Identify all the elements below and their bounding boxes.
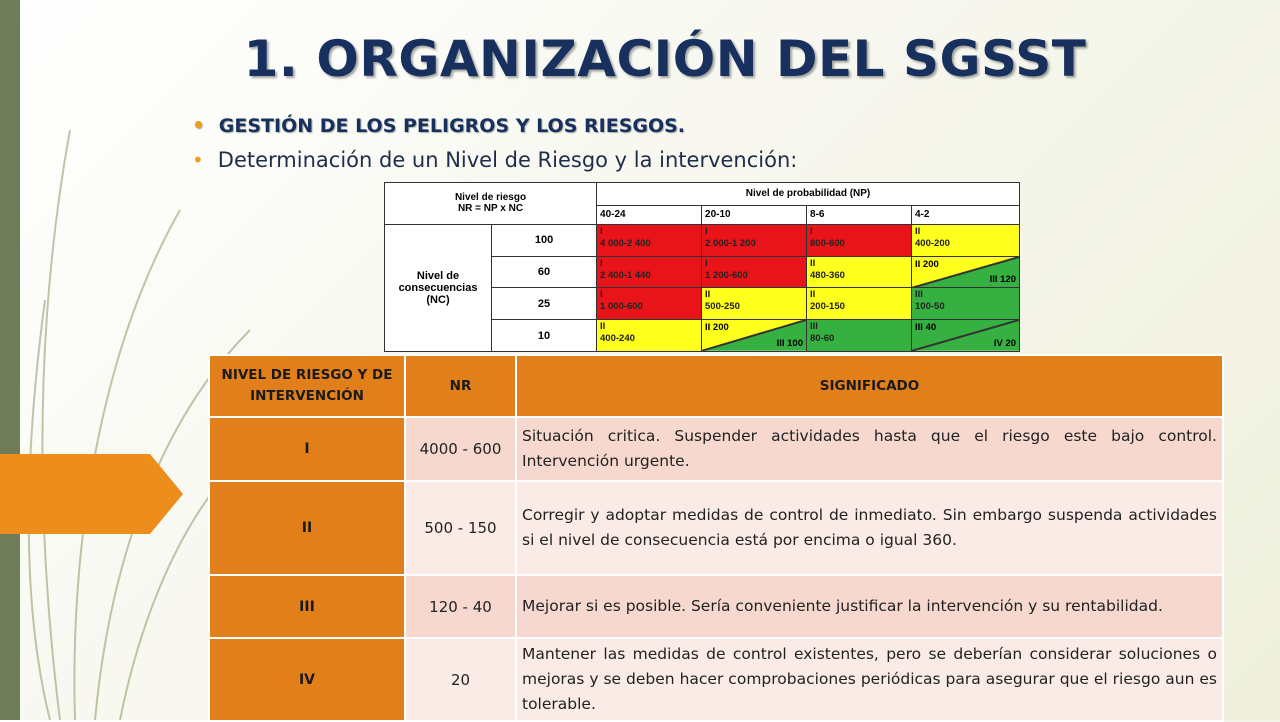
row-description: Mejorar si es posible. Sería conveniente justificar la intervención y su rentabilidad. — [516, 575, 1223, 638]
cell-level: I — [600, 225, 603, 237]
matrix-cell — [807, 320, 912, 352]
table-row — [209, 417, 1223, 481]
cell-range: 80-60 — [810, 333, 835, 345]
bullet-peligros — [192, 113, 685, 137]
nc-value: 60 — [492, 256, 597, 288]
split-bottom-label: III 120 — [989, 274, 1017, 286]
table-row — [209, 638, 1223, 721]
header-nr: NR — [405, 355, 516, 417]
cell-range: 480-360 — [810, 269, 845, 281]
cell-range: 1 200-600 — [705, 269, 748, 281]
split-bottom-label: IV 20 — [993, 338, 1017, 349]
matrix-cell — [912, 288, 1020, 320]
cell-level: I — [600, 289, 603, 301]
cell-range: 800-600 — [810, 237, 845, 249]
row-level: III — [209, 575, 405, 638]
nc-value: 25 — [492, 288, 597, 320]
cell-level: III — [915, 289, 923, 301]
bullet-dot-icon: • — [192, 113, 205, 137]
row-description: Corregir y adoptar medidas de control de inmediato. Sin embargo suspenda actividades si el nivel de consecuencia está por encima o igual 360. — [516, 481, 1223, 575]
nc-value: 100 — [492, 224, 597, 256]
orange-arrow-tab — [0, 454, 183, 534]
np-header: Nivel de probabilidad (NP) — [597, 183, 1020, 206]
header-significado: SIGNIFICADO — [516, 355, 1223, 417]
cell-range: 400-200 — [915, 237, 950, 249]
matrix-cell — [912, 224, 1020, 256]
matrix-cell — [702, 256, 807, 288]
nc-label — [385, 224, 492, 351]
row-description: Mantener las medidas de control existentes, pero se deberían considerar soluciones o mejoras y se deben hacer comprobaciones periódicas para asegurar que el riesgo aun es tolerable. — [516, 638, 1223, 721]
cell-level: III — [810, 321, 818, 333]
matrix-cell — [597, 320, 702, 352]
matrix-cell-split — [912, 256, 1020, 288]
split-bottom-label: III 100 — [776, 338, 804, 349]
nc-label-line3: (NC) — [426, 293, 450, 306]
split-top-label: II 200 — [915, 258, 939, 270]
matrix-cell — [807, 288, 912, 320]
cell-range: 2 400-1 440 — [600, 269, 651, 281]
matrix-cell — [702, 224, 807, 256]
cell-level: II — [705, 289, 711, 301]
table-row — [209, 481, 1223, 575]
matrix-cell — [807, 224, 912, 256]
row-level: II — [209, 481, 405, 575]
row-nr: 500 - 150 — [405, 481, 516, 575]
cell-range: 200-150 — [810, 301, 845, 313]
matrix-cell — [807, 256, 912, 288]
matrix-cell — [597, 288, 702, 320]
cell-level: II — [915, 225, 921, 237]
cell-range: 100-50 — [915, 301, 945, 313]
matrix-cell — [597, 256, 702, 288]
matrix-corner-line2: NR = NP x NC — [457, 203, 524, 215]
matrix-corner-line1: Nivel de riesgo — [454, 192, 527, 204]
np-value: 40-24 — [597, 205, 702, 224]
slide-title: 1. ORGANIZACIÓN DEL SGSST — [243, 30, 1087, 88]
cell-level: I — [705, 225, 708, 237]
risk-matrix — [384, 182, 1020, 352]
bullet-dot-icon: • — [192, 148, 204, 172]
row-level: IV — [209, 638, 405, 721]
cell-range: 2 000-1 200 — [705, 237, 756, 249]
bullet-text: Determinación de un Nivel de Riesgo y la intervención: — [217, 148, 798, 172]
cell-level: I — [705, 257, 708, 269]
bullet-text: GESTIÓN DE LOS PELIGROS Y LOS RIESGOS. — [218, 115, 686, 137]
np-value: 4-2 — [912, 205, 1020, 224]
split-top-label: III 40 — [915, 322, 937, 334]
np-value: 20-10 — [702, 205, 807, 224]
matrix-cell — [702, 288, 807, 320]
row-level: I — [209, 417, 405, 481]
row-description: Situación critica. Suspender actividades hasta que el riesgo este bajo control. Intervención urgente. — [516, 417, 1223, 481]
cell-level: I — [600, 257, 603, 269]
cell-level: II — [810, 257, 816, 269]
bullet-determinacion — [192, 148, 797, 172]
matrix-cell-split — [912, 320, 1020, 352]
risk-meaning-table — [208, 354, 1224, 722]
table-row — [209, 575, 1223, 638]
cell-range: 1 000-600 — [600, 301, 643, 313]
row-nr: 4000 - 600 — [405, 417, 516, 481]
matrix-cell-split — [702, 320, 807, 352]
cell-range: 400-240 — [600, 333, 635, 345]
split-top-label: II 200 — [705, 322, 729, 334]
row-nr: 120 - 40 — [405, 575, 516, 638]
cell-level: II — [600, 321, 606, 333]
cell-level: I — [810, 225, 813, 237]
row-nr: 20 — [405, 638, 516, 721]
cell-level: II — [810, 289, 816, 301]
cell-range: 4 000-2 400 — [600, 237, 651, 249]
cell-range: 500-250 — [705, 301, 740, 313]
matrix-corner-header — [385, 183, 597, 225]
nc-label-line2: consecuencias — [398, 281, 478, 294]
nc-label-line1: Nivel de — [416, 269, 460, 282]
nc-value: 10 — [492, 320, 597, 352]
header-nivel: NIVEL DE RIESGO Y DE INTERVENCIÓN — [209, 355, 405, 417]
matrix-cell — [597, 224, 702, 256]
np-value: 8-6 — [807, 205, 912, 224]
